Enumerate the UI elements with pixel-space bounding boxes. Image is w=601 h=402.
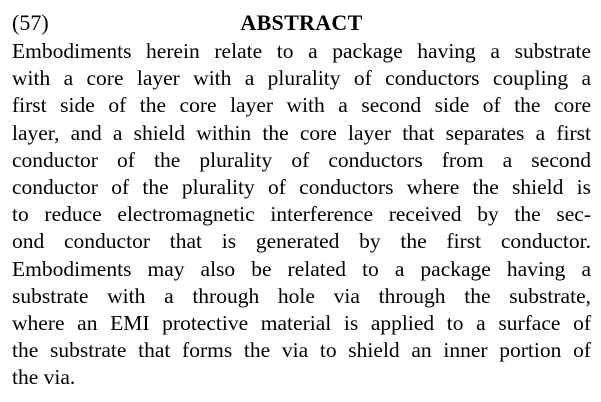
- abstract-line: first side of the core layer with a second side of the core: [12, 93, 591, 118]
- abstract-line: to reduce electromagnetic interference received by the sec-: [12, 202, 591, 227]
- abstract-line: the substrate that forms the via to shield an inner portion of: [12, 338, 591, 363]
- abstract-line: substrate with a through hole via through the substrate,: [12, 283, 591, 308]
- abstract-line: with a core layer with a plurality of conductors coupling a: [12, 66, 591, 91]
- abstract-line: Embodiments herein relate to a package having a substrate: [12, 39, 591, 63]
- abstract-line: where an EMI protective material is applied to a surface of: [12, 310, 591, 335]
- abstract-body: [12, 38, 591, 391]
- abstract-line: conductor of the plurality of conductors where the shield is: [12, 174, 591, 199]
- abstract-header: [12, 8, 591, 36]
- abstract-line: the via.: [12, 365, 76, 390]
- abstract-line: layer, and a shield within the core layer that separates a first: [12, 120, 591, 145]
- abstract-title: ABSTRACT: [240, 10, 363, 35]
- section-code: (57): [12, 10, 49, 35]
- abstract-line: Embodiments may also be related to a package having a: [12, 256, 591, 281]
- abstract-line: conductor of the plurality of conductors from a second: [12, 147, 591, 172]
- abstract-line: ond conductor that is generated by the first conductor.: [12, 229, 591, 254]
